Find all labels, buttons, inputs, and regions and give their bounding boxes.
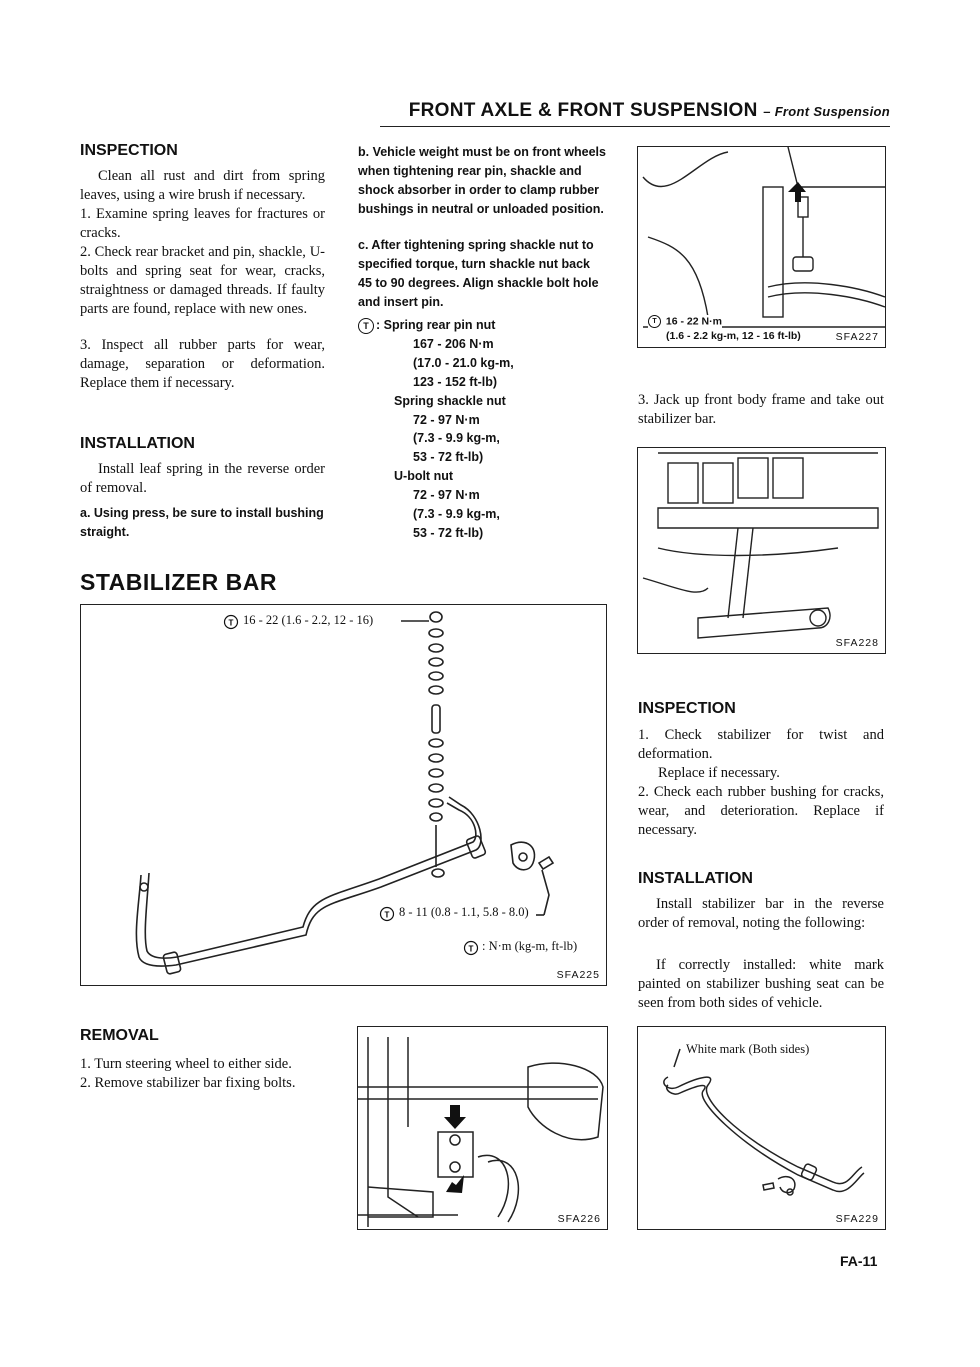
note-b: b. Vehicle weight must be on front wheels when tightening rear pin, shackle and shock absorber in order to clamp rubber bushings in neutral or unloaded position. [358,145,606,216]
torque-icon: T [358,318,374,334]
torque-line-3: 123 - 152 ft-lb) [413,374,498,389]
removal-photo-drawing [358,1027,607,1229]
page-header [380,100,890,127]
jack-photo-figure [637,447,886,654]
right-installation-text: Install stabilizer bar in the reverse order of removal, noting the following: [638,896,884,931]
inspection-item-3: 3. Inspect all rubber parts for wear, damage, separation or deformation. Replace them if necessary. [80,337,325,391]
torque-icon: T [648,315,661,328]
white-mark-drawing [638,1027,885,1229]
white-mark-callout: White mark (Both sides) [686,1042,810,1056]
right-inspection-item-1b: Replace if necessary. [658,765,780,781]
note-c: c. After tightening spring shackle nut to specified torque, turn shackle nut back 45 to 90 degrees. Align shackle bolt hole and insert pin. [358,238,599,309]
removal-photo-figure [357,1026,608,1230]
inspection-intro: Clean all rust and dirt from spring leaves, using a wire brush if necessary. [80,168,325,203]
svg-text:T: T [228,618,234,628]
svg-text:T: T [384,910,390,920]
page-number: FA-11 [840,1253,878,1269]
figure-label-sfa228: SFA228 [835,637,879,649]
stabilizer-bar-diagram [80,604,607,986]
right-inspection-heading: INSPECTION [638,700,736,717]
right-inspection-item-1: 1. Check stabilizer for twist and deformation. [638,727,884,762]
stabilizer-exploded-drawing [81,605,606,985]
installation-note-a: a. Using press, be sure to install bushing straight. [80,506,324,539]
removal-item-2: 2. Remove stabilizer bar fixing bolts. [80,1075,296,1091]
right-installation-note: If correctly installed: white mark painted on stabilizer bushing seat can be seen from both sides of vehicle. [638,957,884,1011]
installation-heading: INSTALLATION [80,435,195,452]
shock-mount-photo-figure [637,146,886,348]
white-mark-diagram [637,1026,886,1230]
stabilizer-torque-bottom: 8 - 11 (0.8 - 1.1, 5.8 - 8.0) [399,905,529,919]
torque-line-7: 53 - 72 ft-lb) [413,450,484,465]
stabilizer-bar-heading: STABILIZER BAR [80,569,277,595]
shock-torque-line2: (1.6 - 2.2 kg-m, 12 - 16 ft-lb) [666,330,801,342]
stabilizer-torque-top: 16 - 22 (1.6 - 2.2, 12 - 16) [243,613,374,627]
removal-heading: REMOVAL [80,1027,159,1044]
right-installation-heading: INSTALLATION [638,870,753,887]
torque-line-9: 72 - 97 N·m [413,488,480,503]
right-inspection-item-2: 2. Check each rubber bushing for cracks, wear, and deterioration. Replace if necessary. [638,784,884,838]
torque-line-5: 72 - 97 N·m [413,412,480,427]
torque-line-2: (17.0 - 21.0 kg-m, [413,355,514,370]
torque-line-11: 53 - 72 ft-lb) [413,525,484,540]
torque-spec-block [358,316,514,543]
figure-label-sfa226: SFA226 [557,1213,601,1225]
installation-text: Install leaf spring in the reverse order of removal. [80,461,325,496]
inspection-heading: INSPECTION [80,142,178,159]
inspection-item-2: 2. Check rear bracket and pin, shackle, U-bolts and spring seat for wear, cracks, straightness or damaged threads. If faulty parts are found, replace with new ones. [80,244,325,317]
shock-torque-line1: T 16 - 22 N·m [648,315,722,328]
svg-text:T: T [468,944,474,954]
figure-label-sfa225: SFA225 [556,969,600,981]
torque-line-0: T : Spring rear pin nut [358,316,514,335]
step-3-jack-up: 3. Jack up front body frame and take out stabilizer bar. [638,392,884,427]
torque-line-1: 167 - 206 N·m [413,336,494,351]
torque-legend: : N·m (kg-m, ft-lb) [482,939,578,953]
inspection-item-1: 1. Examine spring leaves for fractures or cracks. [80,206,325,241]
torque-line-10: (7.3 - 9.9 kg-m, [413,507,500,522]
torque-line-8: U-bolt nut [394,469,454,484]
header-title: FRONT AXLE & FRONT SUSPENSION [408,100,758,121]
figure-label-sfa227: SFA227 [835,331,879,343]
removal-item-1: 1. Turn steering wheel to either side. [80,1056,292,1072]
torque-line-6: (7.3 - 9.9 kg-m, [413,431,500,446]
figure-label-sfa229: SFA229 [835,1213,879,1225]
torque-line-4: Spring shackle nut [394,393,506,408]
header-subtitle: – Front Suspension [763,104,890,119]
jack-photo-drawing [638,448,885,653]
